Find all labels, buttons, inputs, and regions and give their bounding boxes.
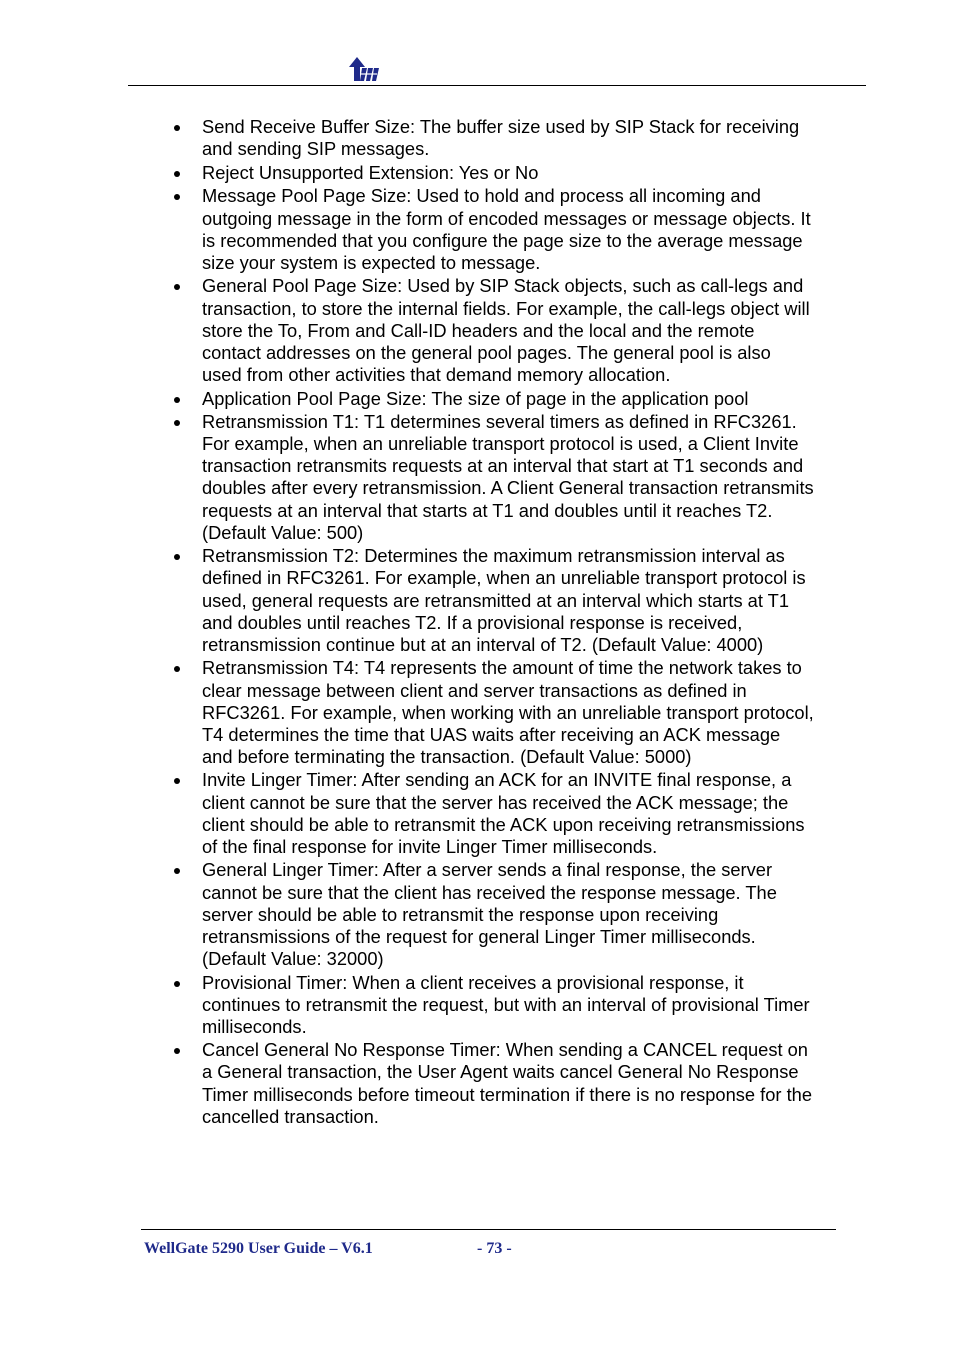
- list-item-text: Application Pool Page Size: The size of page in the application pool: [202, 387, 749, 409]
- list-item: [165, 972, 815, 1038]
- bullet-icon: [174, 284, 180, 290]
- footer-page-number: - 73 -: [477, 1240, 512, 1257]
- list-item: [165, 388, 815, 410]
- list-item: [165, 1039, 815, 1127]
- list-item-text: Retransmission T2: Determines the maximum retransmission interval as defined in RFC3261. For example, when an unreliable transport protocol is used, general requests are retransmitted at an interval which starts at T1 and doubles until reaches T2. If a provisional response is received, retransmission continue but at an interval of T2. (Default Value: 4000): [202, 545, 806, 655]
- bullet-icon: [174, 125, 180, 131]
- parameter-list: [165, 116, 815, 1128]
- list-item-text: Reject Unsupported Extension: Yes or No: [202, 161, 539, 183]
- document-body: [165, 116, 815, 1129]
- footer-divider: [141, 1229, 836, 1230]
- company-logo-icon: [348, 55, 380, 83]
- footer-guide-title: WellGate 5290 User Guide – V6.1: [144, 1240, 373, 1257]
- list-item-text: Cancel General No Response Timer: When sending a CANCEL request on a General transaction, the User Agent waits cancel General No Response Timer milliseconds before timeout termination if there is no response for the cancelled transaction.: [202, 1039, 812, 1127]
- list-item: [165, 859, 815, 969]
- list-item: [165, 545, 815, 655]
- list-item: [165, 411, 815, 544]
- list-item-text: General Linger Timer: After a server sends a final response, the server cannot be sure that the client has received the response message. The server should be able to retransmit the response upon receiving retransmissions of the request for general Linger Timer milliseconds. (Default Value: 32000): [202, 859, 777, 969]
- bullet-icon: [174, 666, 180, 672]
- bullet-icon: [174, 554, 180, 560]
- bullet-icon: [174, 194, 180, 200]
- list-item-text: Message Pool Page Size: Used to hold and process all incoming and outgoing message in the form of encoded messages or message objects. It is recommended that you configure the page size to the average message size your system is expected to message.: [202, 185, 811, 273]
- list-item-text: Retransmission T4: T4 represents the amount of time the network takes to clear message between client and server transactions as defined in RFC3261. For example, when working with an unreliable transport protocol, T4 determines the time that UAS waits after receiving an ACK message and before terminating the transaction. (Default Value: 5000): [202, 657, 814, 767]
- list-item-text: Retransmission T1: T1 determines several timers as defined in RFC3261. For example, when an unreliable transport protocol is used, a Client Invite transaction retransmits requests at an interval that start at T1 seconds and doubles after every retransmission. A Client General transaction retransmits requests at an interval that starts at T1 and doubles until it reaches T2. (Default Value: 500): [202, 411, 814, 543]
- header-divider: [128, 85, 866, 86]
- list-item: [165, 657, 815, 767]
- bullet-icon: [174, 1048, 180, 1054]
- bullet-icon: [174, 171, 180, 177]
- list-item-text: Invite Linger Timer: After sending an ACK for an INVITE final response, a client cannot be sure that the server has received the ACK message; the client should be able to retransmit the ACK upon receiving retransmissions of the final response for invite Linger Timer milliseconds.: [202, 769, 805, 857]
- bullet-icon: [174, 778, 180, 784]
- list-item: [165, 275, 815, 385]
- bullet-icon: [174, 868, 180, 874]
- bullet-icon: [174, 397, 180, 403]
- list-item-text: Send Receive Buffer Size: The buffer size used by SIP Stack for receiving and sending SIP messages.: [202, 116, 800, 160]
- bullet-icon: [174, 420, 180, 426]
- bullet-icon: [174, 981, 180, 987]
- list-item: [165, 769, 815, 857]
- list-item: [165, 116, 815, 160]
- list-item: [165, 185, 815, 273]
- list-item: [165, 162, 815, 184]
- list-item-text: Provisional Timer: When a client receives a provisional response, it continues to retransmit the request, but with an interval of provisional Timer milliseconds.: [202, 971, 810, 1037]
- list-item-text: General Pool Page Size: Used by SIP Stack objects, such as call-legs and transaction, to store the internal fields. For example, the call-legs object will store the To, From and Call-ID headers and the local and the remote contact addresses on the general pool pages. The general pool is also used from other activities that demand memory allocation.: [202, 275, 810, 385]
